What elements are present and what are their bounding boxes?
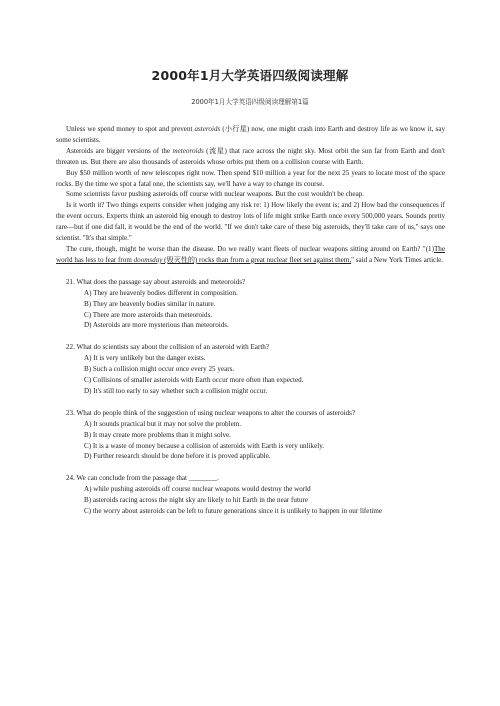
question-option: A) It sounds practical but it may not solve the problem. — [84, 419, 242, 428]
question-option: C) There are more asteroids than meteoroids. — [84, 310, 213, 319]
paragraph-6 — [56, 244, 445, 266]
question-option: A) while pushing asteroids off course nuclear weapons would destroy the world — [84, 485, 311, 494]
paragraph-1-text-c: (小行星) now, one might crash into Earth and destroy life as we know it, say some scientists. — [56, 125, 445, 144]
paragraph-3: Buy $50 million worth of new telescopes right now. Then spend $10 million a year for the next 25 years to locate most of the space rocks. By the time we spot a fatal one, the scientists say, we'll have a way to change its course. — [56, 168, 445, 188]
question-option: B) They are heavenly bodies similar in nature. — [84, 299, 216, 308]
paragraph-2-term: meteoroids — [172, 146, 204, 155]
paragraph-2-text-a: Asteroids are bigger versions of the — [66, 146, 173, 155]
question-23 — [56, 408, 445, 463]
paragraph-6-underlined-2: (毁灭性的) rocks than from a great nuclear fleet set against them, — [162, 255, 352, 264]
question-option: D) It's still too early to say whether such a collision might occur. — [84, 386, 268, 395]
question-stem: 23. What do people think of the suggestion of using nuclear weapons to alter the courses of asteroids? — [66, 408, 356, 417]
paragraph-4: Some scientists favor pushing asteroids off course with nuclear weapons. But the cost wouldn't be cheap. — [66, 190, 365, 199]
question-option: D) Asteroids are more mysterious than meteoroids. — [84, 321, 229, 330]
question-option: B) Such a collision might occur once every 25 years. — [84, 365, 235, 374]
question-option: C) It is a waste of money because a collision of asteroids with Earth is very unlikely. — [84, 441, 325, 450]
question-stem: 24. We can conclude from the passage that ________. — [66, 474, 219, 483]
paragraph-5: Is it worth it? Two things experts consider when judging any risk re: 1) How likely the event is; and 2) How bad the consequences if the event occurs. Experts think an asteroid big enough to destroy lots of life might strike Earth once every 500,000 years. Sounds pretty rare—but if one did fall, it would be the end of the world. "If we don't take care of these big asteroids, they'll take care of us," says one scientist. "It's that simple." — [56, 201, 445, 243]
paragraph-1-text-a: Unless we spend money to spot and prevent — [66, 125, 195, 133]
paragraph-6-text-c: " said a New York Times article. — [351, 255, 444, 264]
page-title: 2000年1月大学英语四级阅读理解 — [151, 68, 349, 83]
question-stem: 22. What do scientists say about the collision of an asteroid with Earth? — [66, 343, 269, 352]
question-option: D) Further research should be done before it is proved applicable. — [84, 452, 271, 461]
question-stem: 21. What does the passage say about asteroids and meteoroids? — [66, 277, 246, 286]
paragraph-1 — [56, 124, 445, 146]
paragraph-6-text-a: The cure, though, might be worse than the disease. Do we really want fleets of nuclear weapons sitting around on Earth? "(1) — [66, 244, 434, 253]
question-21 — [56, 277, 445, 332]
page-subtitle: 2000年1月大学英语四级阅读理解第1篇 — [191, 98, 309, 106]
paragraph-1-term: asteroids — [194, 125, 221, 133]
question-option: B) It may create more problems than it might solve. — [84, 430, 231, 439]
question-24 — [56, 473, 445, 517]
question-option: B) asteroids racing across the night sky are likely to hit Earth in the near future — [84, 496, 308, 505]
paragraph-6-underlined-term: doomsday — [133, 255, 163, 264]
question-option: C) the worry about asteroids can be left to future generations since it is unlikely to happen in our lifetime — [84, 507, 383, 516]
question-22 — [56, 342, 445, 397]
question-option: A) It is very unlikely but the danger exists. — [84, 354, 206, 363]
question-option: C) Collisions of smaller asteroids with Earth occur more often than expected. — [84, 376, 304, 385]
paragraph-6-underlined-1: The world has less to fear from — [56, 244, 445, 264]
paragraph-2-text-c: (流星) that race across the night sky. Most orbit the sun far from Earth and don't threaten us. But there are also thousands of asteroids whose orbits put them on a collision course with Earth. — [56, 146, 445, 166]
document-body — [56, 124, 445, 517]
paragraph-2 — [56, 146, 445, 168]
question-option: A) They are heavenly bodies different in composition. — [84, 288, 238, 297]
